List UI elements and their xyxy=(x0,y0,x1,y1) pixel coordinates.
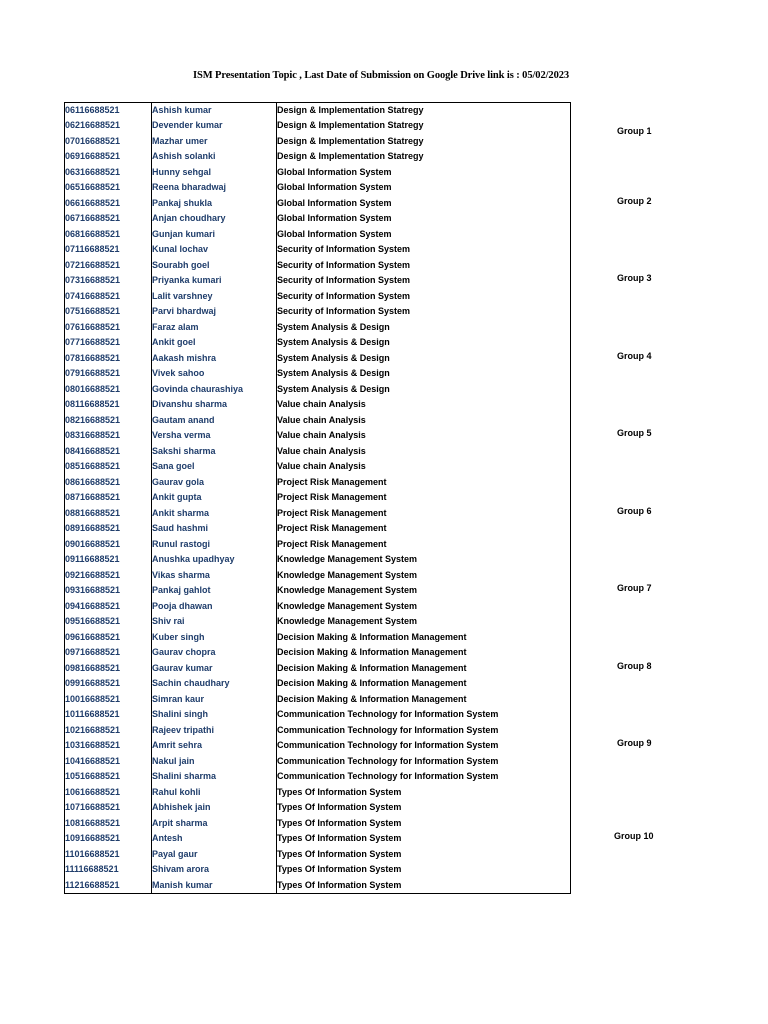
topic-cell: Global Information System xyxy=(277,227,571,243)
topic-cell: Security of Information System xyxy=(277,289,571,305)
topic-cell: System Analysis & Design xyxy=(277,351,571,367)
student-name-cell: Sourabh goel xyxy=(152,258,277,274)
student-name-cell: Pooja dhawan xyxy=(152,599,277,615)
table-row xyxy=(65,444,571,460)
topic-cell: Design & Implementation Statregy xyxy=(277,103,571,119)
student-name-cell: Govinda chaurashiya xyxy=(152,382,277,398)
topic-cell: Communication Technology for Information System xyxy=(277,707,571,723)
topic-cell: Knowledge Management System xyxy=(277,552,571,568)
student-name-cell: Anushka upadhyay xyxy=(152,552,277,568)
roll-number-cell: 09216688521 xyxy=(65,568,152,584)
student-name-cell: Rajeev tripathi xyxy=(152,723,277,739)
topic-cell: Design & Implementation Statregy xyxy=(277,134,571,150)
table-row xyxy=(65,196,571,212)
table-row xyxy=(65,397,571,413)
table-row xyxy=(65,692,571,708)
roll-number-cell: 08716688521 xyxy=(65,490,152,506)
roll-number-cell: 07216688521 xyxy=(65,258,152,274)
student-name-cell: Amrit sehra xyxy=(152,738,277,754)
table-row xyxy=(65,630,571,646)
roll-number-cell: 06116688521 xyxy=(65,103,152,119)
table-row xyxy=(65,149,571,165)
roll-number-cell: 07416688521 xyxy=(65,289,152,305)
table-row xyxy=(65,599,571,615)
roll-number-cell: 07716688521 xyxy=(65,335,152,351)
topic-cell: Project Risk Management xyxy=(277,537,571,553)
topic-cell: Types Of Information System xyxy=(277,831,571,847)
group-label: Group 3 xyxy=(617,273,652,284)
student-name-cell: Nakul jain xyxy=(152,754,277,770)
student-name-cell: Runul rastogi xyxy=(152,537,277,553)
student-name-cell: Arpit sharma xyxy=(152,816,277,832)
topic-cell: Communication Technology for Information System xyxy=(277,769,571,785)
topic-cell: Security of Information System xyxy=(277,242,571,258)
student-name-cell: Gunjan kumari xyxy=(152,227,277,243)
roll-number-cell: 09716688521 xyxy=(65,645,152,661)
topic-cell: Decision Making & Information Management xyxy=(277,661,571,677)
roll-number-cell: 10716688521 xyxy=(65,800,152,816)
topic-cell: Communication Technology for Information System xyxy=(277,754,571,770)
student-name-cell: Shalini sharma xyxy=(152,769,277,785)
group-label: Group 6 xyxy=(617,505,652,516)
table-row xyxy=(65,614,571,630)
roll-number-cell: 08616688521 xyxy=(65,475,152,491)
table-row xyxy=(65,521,571,537)
roll-number-cell: 06816688521 xyxy=(65,227,152,243)
topic-cell: Global Information System xyxy=(277,211,571,227)
student-name-cell: Devender kumar xyxy=(152,118,277,134)
table-row xyxy=(65,475,571,491)
roll-number-cell: 08816688521 xyxy=(65,506,152,522)
table-row xyxy=(65,382,571,398)
roll-number-cell: 10216688521 xyxy=(65,723,152,739)
roll-number-cell: 10816688521 xyxy=(65,816,152,832)
topic-cell: Types Of Information System xyxy=(277,800,571,816)
table-row xyxy=(65,847,571,863)
table-row xyxy=(65,785,571,801)
student-name-cell: Kunal lochav xyxy=(152,242,277,258)
roll-number-cell: 07016688521 xyxy=(65,134,152,150)
roster-table xyxy=(64,102,571,894)
table-row xyxy=(65,738,571,754)
table-row xyxy=(65,428,571,444)
student-name-cell: Sachin chaudhary xyxy=(152,676,277,692)
group-label: Group 4 xyxy=(617,350,652,361)
table-row xyxy=(65,537,571,553)
roll-number-cell: 10116688521 xyxy=(65,707,152,723)
topic-cell: Value chain Analysis xyxy=(277,444,571,460)
table-row xyxy=(65,878,571,894)
roll-number-cell: 06616688521 xyxy=(65,196,152,212)
group-label: Group 5 xyxy=(617,428,652,439)
table-row xyxy=(65,552,571,568)
topic-cell: Project Risk Management xyxy=(277,506,571,522)
topic-cell: Decision Making & Information Management xyxy=(277,692,571,708)
roll-number-cell: 08416688521 xyxy=(65,444,152,460)
student-name-cell: Ashish solanki xyxy=(152,149,277,165)
roll-number-cell: 07816688521 xyxy=(65,351,152,367)
group-label: Group 2 xyxy=(617,195,652,206)
student-name-cell: Anjan choudhary xyxy=(152,211,277,227)
student-name-cell: Gaurav kumar xyxy=(152,661,277,677)
roll-number-cell: 08316688521 xyxy=(65,428,152,444)
group-label: Group 10 xyxy=(614,831,654,842)
student-name-cell: Ankit sharma xyxy=(152,506,277,522)
topic-cell: Decision Making & Information Management xyxy=(277,630,571,646)
topic-cell: Security of Information System xyxy=(277,258,571,274)
table-row xyxy=(65,583,571,599)
table-row xyxy=(65,862,571,878)
roll-number-cell: 08516688521 xyxy=(65,459,152,475)
table-row xyxy=(65,676,571,692)
table-row xyxy=(65,211,571,227)
roll-number-cell: 09516688521 xyxy=(65,614,152,630)
roll-number-cell: 08016688521 xyxy=(65,382,152,398)
roll-number-cell: 08216688521 xyxy=(65,413,152,429)
table-row xyxy=(65,506,571,522)
topic-cell: Global Information System xyxy=(277,180,571,196)
roll-number-cell: 09816688521 xyxy=(65,661,152,677)
student-name-cell: Abhishek jain xyxy=(152,800,277,816)
table-row xyxy=(65,304,571,320)
table-row xyxy=(65,800,571,816)
roll-number-cell: 09616688521 xyxy=(65,630,152,646)
table-row xyxy=(65,289,571,305)
roll-number-cell: 10016688521 xyxy=(65,692,152,708)
topic-cell: Security of Information System xyxy=(277,304,571,320)
roll-number-cell: 11216688521 xyxy=(65,878,152,894)
table-row xyxy=(65,661,571,677)
topic-cell: Types Of Information System xyxy=(277,862,571,878)
roll-number-cell: 06316688521 xyxy=(65,165,152,181)
roll-number-cell: 07116688521 xyxy=(65,242,152,258)
roster-table-body xyxy=(65,103,571,894)
roll-number-cell: 10616688521 xyxy=(65,785,152,801)
topic-cell: Global Information System xyxy=(277,196,571,212)
roll-number-cell: 10416688521 xyxy=(65,754,152,770)
topic-cell: Project Risk Management xyxy=(277,521,571,537)
student-name-cell: Hunny sehgal xyxy=(152,165,277,181)
topic-cell: Value chain Analysis xyxy=(277,428,571,444)
topic-cell: Types Of Information System xyxy=(277,847,571,863)
table-row xyxy=(65,816,571,832)
topic-cell: Design & Implementation Statregy xyxy=(277,118,571,134)
student-name-cell: Reena bharadwaj xyxy=(152,180,277,196)
roll-number-cell: 11116688521 xyxy=(65,862,152,878)
student-name-cell: Parvi bhardwaj xyxy=(152,304,277,320)
student-name-cell: Shalini singh xyxy=(152,707,277,723)
topic-cell: Decision Making & Information Management xyxy=(277,676,571,692)
group-label: Group 8 xyxy=(617,660,652,671)
topic-cell: Value chain Analysis xyxy=(277,397,571,413)
topic-cell: System Analysis & Design xyxy=(277,366,571,382)
table-row xyxy=(65,320,571,336)
student-name-cell: Mazhar umer xyxy=(152,134,277,150)
topic-cell: Communication Technology for Information System xyxy=(277,738,571,754)
roll-number-cell: 08916688521 xyxy=(65,521,152,537)
roll-number-cell: 09116688521 xyxy=(65,552,152,568)
student-name-cell: Simran kaur xyxy=(152,692,277,708)
roll-number-cell: 10316688521 xyxy=(65,738,152,754)
table-row xyxy=(65,227,571,243)
topic-cell: Knowledge Management System xyxy=(277,614,571,630)
student-name-cell: Kuber singh xyxy=(152,630,277,646)
group-label: Group 9 xyxy=(617,738,652,749)
roll-number-cell: 06916688521 xyxy=(65,149,152,165)
topic-cell: Project Risk Management xyxy=(277,490,571,506)
student-name-cell: Shivam arora xyxy=(152,862,277,878)
table-row xyxy=(65,459,571,475)
page-title: ISM Presentation Topic , Last Date of Submission on Google Drive link is : 05/02/2023 xyxy=(192,70,570,81)
student-name-cell: Gaurav gola xyxy=(152,475,277,491)
student-name-cell: Saud hashmi xyxy=(152,521,277,537)
topic-cell: System Analysis & Design xyxy=(277,382,571,398)
topic-cell: Design & Implementation Statregy xyxy=(277,149,571,165)
table-row xyxy=(65,490,571,506)
roll-number-cell: 09016688521 xyxy=(65,537,152,553)
student-name-cell: Manish kumar xyxy=(152,878,277,894)
student-name-cell: Vivek sahoo xyxy=(152,366,277,382)
student-name-cell: Lalit varshney xyxy=(152,289,277,305)
roll-number-cell: 09916688521 xyxy=(65,676,152,692)
roll-number-cell: 11016688521 xyxy=(65,847,152,863)
roll-number-cell: 06516688521 xyxy=(65,180,152,196)
topic-cell: Types Of Information System xyxy=(277,878,571,894)
table-row xyxy=(65,273,571,289)
student-name-cell: Pankaj shukla xyxy=(152,196,277,212)
student-name-cell: Faraz alam xyxy=(152,320,277,336)
table-row xyxy=(65,413,571,429)
roll-number-cell: 09416688521 xyxy=(65,599,152,615)
table-row xyxy=(65,568,571,584)
student-name-cell: Ankit gupta xyxy=(152,490,277,506)
student-name-cell: Priyanka kumari xyxy=(152,273,277,289)
table-row xyxy=(65,645,571,661)
group-label: Group 7 xyxy=(617,583,652,594)
topic-cell: Global Information System xyxy=(277,165,571,181)
student-name-cell: Rahul kohli xyxy=(152,785,277,801)
student-name-cell: Vikas sharma xyxy=(152,568,277,584)
table-row xyxy=(65,366,571,382)
student-name-cell: Sana goel xyxy=(152,459,277,475)
group-label: Group 1 xyxy=(617,126,652,136)
table-row xyxy=(65,180,571,196)
table-row xyxy=(65,134,571,150)
student-name-cell: Gautam anand xyxy=(152,413,277,429)
table-row xyxy=(65,723,571,739)
table-row xyxy=(65,165,571,181)
table-row xyxy=(65,769,571,785)
table-row xyxy=(65,335,571,351)
student-name-cell: Pankaj gahlot xyxy=(152,583,277,599)
roll-number-cell: 10916688521 xyxy=(65,831,152,847)
topic-cell: Knowledge Management System xyxy=(277,599,571,615)
roll-number-cell: 07516688521 xyxy=(65,304,152,320)
table-row xyxy=(65,118,571,134)
topic-cell: Decision Making & Information Management xyxy=(277,645,571,661)
student-name-cell: Ashish kumar xyxy=(152,103,277,119)
topic-cell: Types Of Information System xyxy=(277,785,571,801)
table-row xyxy=(65,754,571,770)
table-row xyxy=(65,707,571,723)
student-name-cell: Ankit goel xyxy=(152,335,277,351)
roll-number-cell: 10516688521 xyxy=(65,769,152,785)
table-row xyxy=(65,242,571,258)
student-name-cell: Shiv rai xyxy=(152,614,277,630)
roll-number-cell: 07316688521 xyxy=(65,273,152,289)
topic-cell: Project Risk Management xyxy=(277,475,571,491)
topic-cell: Value chain Analysis xyxy=(277,459,571,475)
student-name-cell: Divanshu sharma xyxy=(152,397,277,413)
roll-number-cell: 07616688521 xyxy=(65,320,152,336)
topic-cell: Types Of Information System xyxy=(277,816,571,832)
roll-number-cell: 06716688521 xyxy=(65,211,152,227)
topic-cell: System Analysis & Design xyxy=(277,335,571,351)
student-name-cell: Gaurav chopra xyxy=(152,645,277,661)
topic-cell: Value chain Analysis xyxy=(277,413,571,429)
table-row xyxy=(65,258,571,274)
table-row xyxy=(65,351,571,367)
roll-number-cell: 06216688521 xyxy=(65,118,152,134)
topic-cell: Knowledge Management System xyxy=(277,583,571,599)
roll-number-cell: 09316688521 xyxy=(65,583,152,599)
table-row xyxy=(65,103,571,119)
table-row xyxy=(65,831,571,847)
topic-cell: System Analysis & Design xyxy=(277,320,571,336)
student-name-cell: Aakash mishra xyxy=(152,351,277,367)
roll-number-cell: 07916688521 xyxy=(65,366,152,382)
topic-cell: Communication Technology for Information System xyxy=(277,723,571,739)
student-name-cell: Versha verma xyxy=(152,428,277,444)
topic-cell: Knowledge Management System xyxy=(277,568,571,584)
student-name-cell: Antesh xyxy=(152,831,277,847)
roll-number-cell: 08116688521 xyxy=(65,397,152,413)
student-name-cell: Payal gaur xyxy=(152,847,277,863)
topic-cell: Security of Information System xyxy=(277,273,571,289)
student-name-cell: Sakshi sharma xyxy=(152,444,277,460)
